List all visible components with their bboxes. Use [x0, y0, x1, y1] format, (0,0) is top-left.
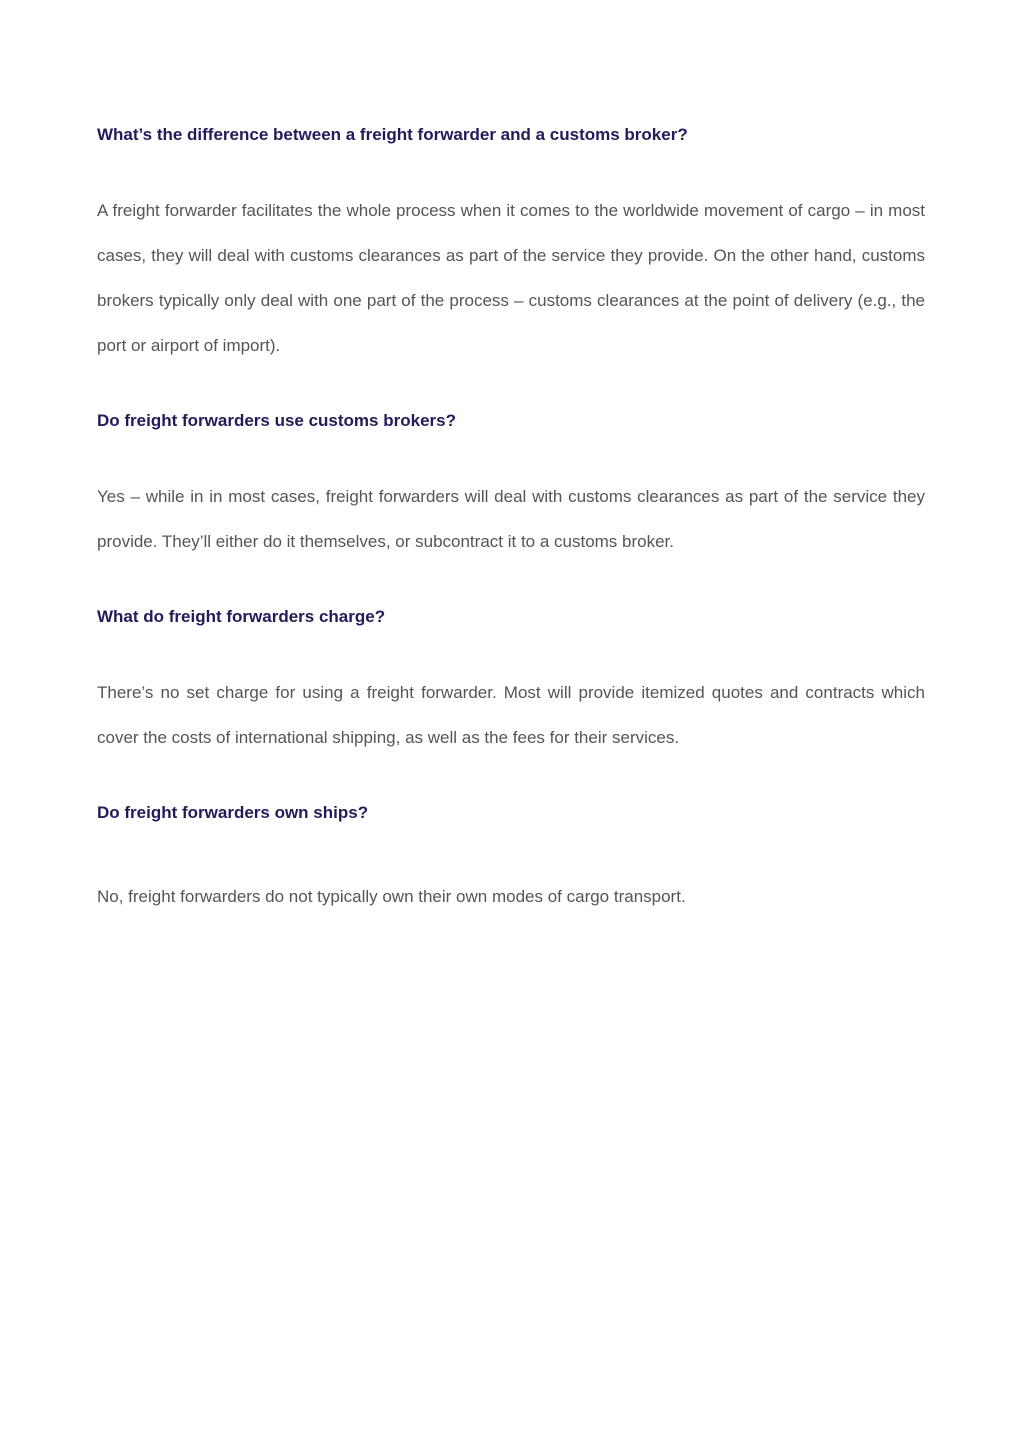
faq-answer-3: There’s no set charge for using a freight forwarder. Most will provide itemized quotes and contracts which cover the costs of international shipping, as well as the fees for their services.	[97, 683, 925, 747]
faq-question-2: Do freight forwarders use customs brokers?	[97, 411, 456, 430]
faq-question-4: Do freight forwarders own ships?	[97, 803, 369, 822]
faq-question-3: What do freight forwarders charge?	[97, 607, 386, 626]
faq-question-1: What’s the difference between a freight forwarder and a customs broker?	[97, 125, 688, 144]
faq-answer-1: A freight forwarder facilitates the whole process when it comes to the worldwide movement of cargo – in most cases, they will deal with customs clearances as part of the service they provide. On the other hand, customs brokers typically only deal with one part of the process – customs clearances at the point of delivery (e.g., the port or airport of import).	[97, 201, 925, 355]
faq-answer-2: Yes – while in in most cases, freight forwarders will deal with customs clearances as part of the service they provide. They’ll either do it themselves, or subcontract it to a customs broker.	[97, 487, 925, 551]
faq-section	[97, 122, 925, 919]
faq-answer-4: No, freight forwarders do not typically own their own modes of cargo transport.	[97, 887, 686, 906]
